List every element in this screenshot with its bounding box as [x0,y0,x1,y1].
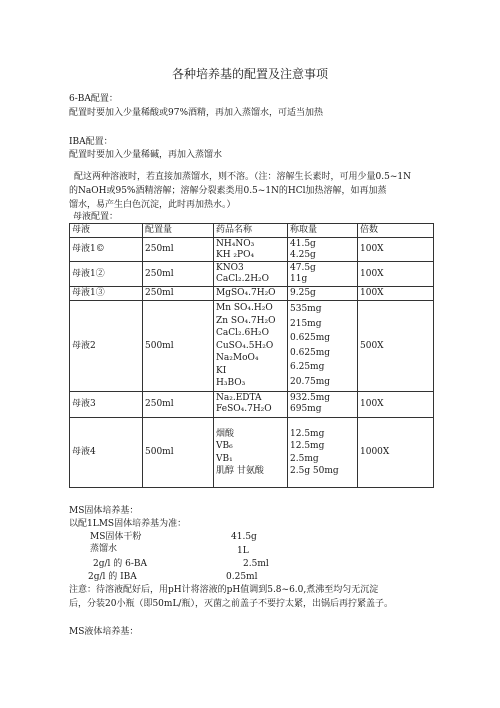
note-line-3: 馏水，易产生白色沉淀，此时再加热水。） [69,200,236,210]
ba-heading: 6-BA配置： [69,94,118,104]
amount: 47.5g [290,263,316,273]
chemical: 烟酸 [216,428,235,439]
cell-multiple: 100X [358,287,434,301]
cell-chemicals [214,287,288,301]
chemical: CuSO₄.5H₂O [216,340,274,351]
ms-solid-heading: MS固体培养基： [69,506,139,516]
ingredient-value: 1L [237,546,249,556]
amount: 695mg [290,403,322,414]
mother-liquor-label: 母液配置： [73,212,119,222]
iba-heading: IBA配置： [69,137,113,147]
ingredient-value: 41.5g [231,532,257,542]
amount: 0.625mg [290,333,331,343]
cell-amounts [288,287,358,301]
amount [290,389,355,390]
header-cell: 药品名称 [214,224,288,238]
chemical: CaCl₂.6H₂O [216,328,270,338]
cell-amounts [288,262,358,287]
chemical: VB₁ [216,453,233,464]
chemical: KNO3 [216,263,244,273]
cell-volume: 500ml [143,301,214,392]
amount: 11g [290,273,308,284]
note-line-1: 配这两种溶液时，若直接加蒸馏水，则不溶。（注：溶解生长素时，可用少量0.5~1N [74,172,411,182]
ms-solid-intro: 以配1LMS固体培养基为准： [69,519,187,529]
cell-multiple: 500X [358,301,434,392]
chemical: KH ₂PO₄ [216,249,255,260]
amount: 4.25g [290,249,316,260]
table-row [70,238,434,262]
page-title: 各种培养基的配置及注意事项 [171,67,328,81]
ba-text: 配置时要加入少量稀酸或97%酒精，再加入蒸馏水，可适当加热 [69,108,324,118]
cell-chemicals [214,262,288,287]
cell-chemicals [214,392,288,418]
table-row [70,392,434,418]
chemical: NH₄NO₃ [216,239,255,249]
chemical: Zn SO₄.7H₂O [216,315,276,326]
chemical: Na₂MoO₄ [216,353,259,363]
ms-liquid-heading: MS液体培养基： [69,627,139,637]
ingredient-value: 0.25ml [226,572,258,582]
amount: 12.5mg [290,428,325,439]
chemical: VB₆ [216,441,233,451]
cell-volume: 250ml [143,287,214,301]
table-row [70,262,434,287]
cell-volume: 250ml [143,262,214,287]
amount: 215mg [290,318,322,329]
ms-solid-note-line-2: 后，分装20小瓶（即50mL/瓶），灭菌之前盖子不要拧太紧，出锅后再拧紧盖子。 [69,599,393,609]
cell-name: 母液1③ [70,287,143,301]
chemical: H₃BO₃ [216,378,246,388]
amount: 932.5mg [290,393,331,403]
ingredient-label: 2g/l 的 6-BA [93,559,148,569]
chemical: FeSO₄.7H₂O [216,403,272,414]
mother-liquor-table [69,223,434,488]
chemical: CaCl₂.2H₂O [216,273,270,284]
cell-volume: 250ml [143,238,214,262]
cell-volume: 500ml [143,418,214,488]
amount: 6.25mg [290,362,325,372]
table-row [70,301,434,392]
amount: 2.5mg [290,453,319,464]
chemical: Mn SO₄.H₂O [216,303,273,313]
table-row [70,418,434,488]
ingredient-label: MS固体干粉 [90,532,142,542]
cell-amounts [288,301,358,392]
cell-name: 母液2 [70,301,143,392]
cell-chemicals [214,418,288,488]
note-line-2: 的NaOH或95%酒精溶解；溶解分裂素类用0.5~1N的HCl加热溶解，如再加蒸 [69,186,387,196]
cell-multiple: 100X [358,238,434,262]
chemical: MgSO₄.7H₂O [216,288,276,299]
chemical: KI [216,365,227,376]
cell-amounts [288,392,358,418]
ms-solid-note-line-1: 注意：待溶液配好后，用pH计将溶液的pH值调到5.8~6.0,煮沸至均匀无沉淀 [69,585,379,595]
ingredient-label: 2g/l 的 IBA [88,572,137,582]
cell-name: 母液4 [70,418,143,488]
cell-multiple: 100X [358,392,434,418]
header-cell: 倍数 [358,224,434,238]
cell-chemicals [214,301,288,392]
header-cell: 母液 [70,224,143,238]
cell-chemicals [214,238,288,262]
chemical: 肌醇 甘氨酸 [216,466,264,476]
ingredient-value: 2.5ml [243,559,269,569]
ingredient-label: 蒸馏水 [90,544,118,554]
amount: 41.5g [290,239,316,249]
cell-multiple: 1000X [358,418,434,488]
header-cell: 称取量 [288,224,358,238]
amount: 2.5g 50mg [290,466,339,476]
iba-text: 配置时要加入少量稀碱，再加入蒸馏水 [69,150,223,160]
header-cell: 配置量 [143,224,214,238]
cell-multiple: 100X [358,262,434,287]
cell-name: 母液1② [70,262,143,287]
cell-amounts [288,238,358,262]
amount: 9.25g [290,288,316,299]
amount: 0.625mg [290,347,331,358]
cell-name: 母液1© [70,238,143,262]
amount: 20.75mg [290,376,331,387]
table-header-row [70,224,434,238]
cell-amounts [288,418,358,488]
amount: 12.5mg [290,441,325,451]
table-row [70,287,434,301]
cell-volume: 250ml [143,392,214,418]
amount: 535mg [290,304,322,314]
cell-name: 母液3 [70,392,143,418]
chemical: Na₂.EDTA [216,393,262,403]
